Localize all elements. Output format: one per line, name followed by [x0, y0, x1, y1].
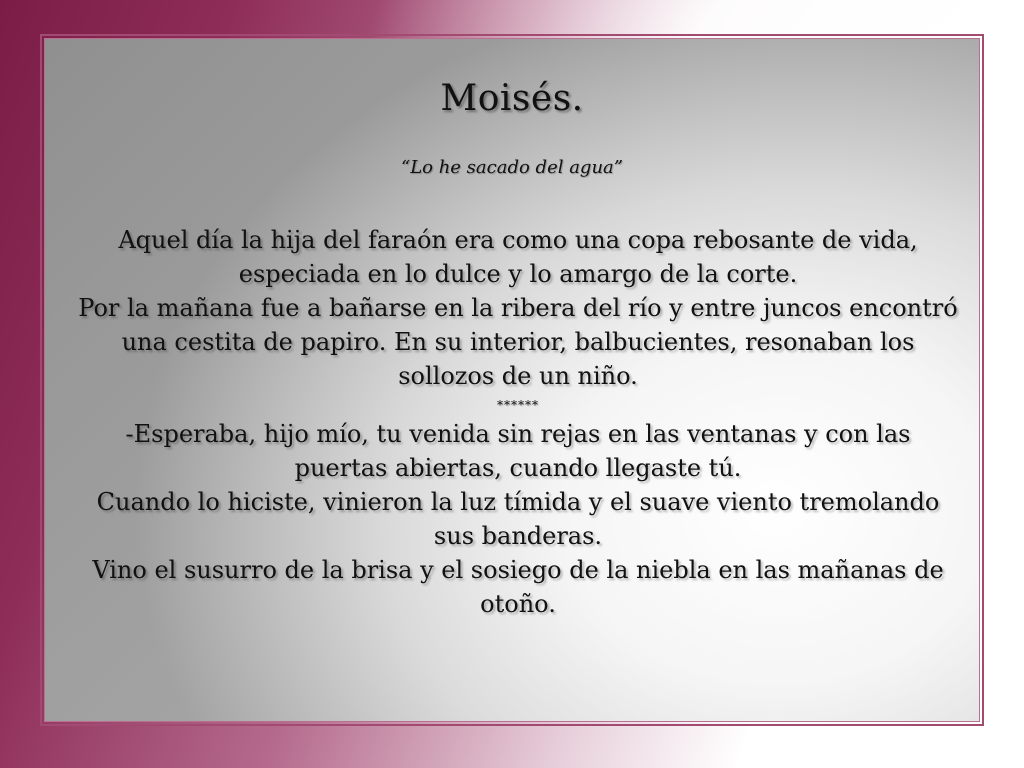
- slide-subtitle: “Lo he sacado del agua”: [401, 157, 623, 178]
- body-paragraph-2: Por la mañana fue a bañarse en la ribera del río y entre juncos encontró una cestita de papiro. En su interior, balbucientes, resonaban los sollozos de un niño.: [78, 294, 958, 390]
- body-paragraph-3: -Esperaba, hijo mío, tu venida sin rejas en las ventanas y con las puertas abiertas, cuando llegaste tú.: [125, 420, 911, 482]
- body-paragraph-1: Aquel día la hija del faraón era como una copa rebosante de vida, especiada en lo dulce y lo amargo de la corte.: [118, 226, 918, 288]
- slide-body-text: [78, 223, 958, 621]
- slide-title: Moisés.: [440, 78, 584, 119]
- body-paragraph-4: Cuando lo hiciste, vinieron la luz tímida y el suave viento tremolando sus banderas.: [96, 488, 940, 550]
- body-paragraph-5: Vino el susurro de la brisa y el sosiego de la niebla en las mañanas de otoño.: [92, 556, 944, 618]
- section-separator: ******: [497, 398, 539, 412]
